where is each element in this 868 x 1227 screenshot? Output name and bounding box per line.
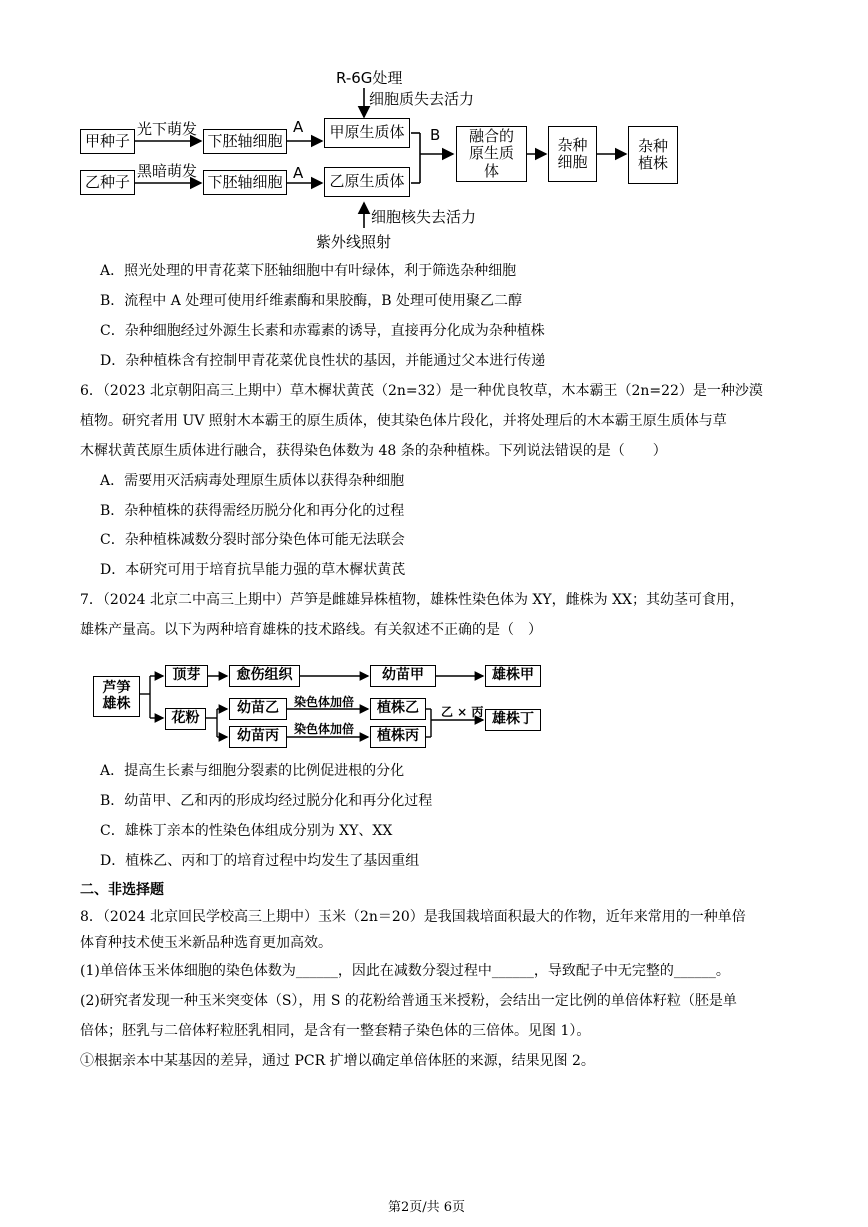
r6g-label: R-6G处理 [336,69,403,87]
q6-stem-line2: 植物。研究者用 UV 照射木本霸王的原生质体，使其染色体片段化，并将处理后的木本霸王原生质体与草 [80,413,727,429]
q7-option-c: C．雄株丁亲本的性染色体组成分别为 XY、XX [100,823,393,839]
doubling-label-b: 染色体加倍 [294,695,355,709]
seedling-c-box: 幼苗丙 [229,726,287,748]
fused-protoplast-box: 融合的原生质体 [456,126,527,182]
q8-part2-line2: 倍体；胚乳与二倍体籽粒胚乳相同，是含有一整套精子染色体的三倍体。见图 1）。 [80,1023,591,1039]
hypocotyl-b-box: 下胚轴细胞 [203,170,287,195]
asparagus-male-box: 芦笋雄株 [93,676,140,717]
q7-option-b: B．幼苗甲、乙和丙的形成均经过脱分化和再分化过程 [100,793,433,809]
q6-stem-line3: 木樨状黄芪原生质体进行融合，获得染色体数为 48 条的杂种植株。下列说法错误的是（ ） [80,443,667,459]
q7-stem-line2: 雄株产量高。以下为两种培育雄株的技术路线。有关叙述不正确的是（ ） [80,622,542,638]
q6-option-b: B．杂种植株的获得需经历脱分化和再分化的过程 [100,503,405,519]
apical-bud-box: 顶芽 [165,665,208,687]
light-germination-label: 光下萌发 [137,120,198,138]
page-footer: 第2页/共 6页 [388,1200,466,1215]
q5-option-d: D．杂种植株含有控制甲青花菜优良性状的基因，并能通过父本进行传递 [100,353,546,369]
hybrid-cell-box: 杂种细胞 [548,126,597,182]
cross-label: 乙 × 丙 [441,705,484,719]
uv-irradiation-label: 紫外线照射 [316,233,392,251]
male-plant-d-box: 雄株丁 [485,709,541,731]
q8-stem-line2: 体育种技术使玉米新品种选育更加高效。 [80,935,332,951]
step-a-label-2: A [293,164,304,182]
protoplast-b-box: 乙原生质体 [324,167,410,197]
q7-option-a: A．提高生长素与细胞分裂素的比例促进根的分化 [100,763,405,779]
q8-part2-line1: (2)研究者发现一种玉米突变体（S），用 S 的花粉给普通玉米授粉，会结出一定比例的单倍体籽粒（胚是单 [80,993,737,1009]
q6-stem-line1: 6．（2023 北京朝阳高三上期中）草木樨状黄芪（2n=32）是一种优良牧草，木本霸王（2n=22）是一种沙漠 [80,383,763,399]
seedling-b-box: 幼苗乙 [229,698,287,720]
q5-option-c: C．杂种细胞经过外源生长素和赤霉素的诱导，直接再分化成为杂种植株 [100,323,545,339]
section-heading: 二、非选择题 [80,882,164,898]
seed-a-box: 甲种子 [80,129,135,154]
q8-stem-line1: 8．（2024 北京回民学校高三上期中）玉米（2n＝20）是我国栽培面积最大的作物，近年来常用的一种单倍 [80,909,746,925]
q5-option-b: B．流程中 A 处理可使用纤维素酶和果胶酶，B 处理可使用聚乙二醇 [100,293,523,309]
hypocotyl-a-box: 下胚轴细胞 [203,129,287,154]
pollen-box: 花粉 [165,708,206,730]
plant-b-box: 植株乙 [370,698,426,720]
step-b-label: B [430,126,441,144]
seed-b-box: 乙种子 [80,170,135,195]
nucleus-inactive-label: 细胞核失去活力 [371,208,477,226]
q5-option-a: A．照光处理的甲青花菜下胚轴细胞中有叶绿体，利于筛选杂种细胞 [100,263,517,279]
cytoplasm-inactive-label: 细胞质失去活力 [369,90,475,108]
q7-stem-line1: 7．（2024 北京二中高三上期中）芦笋是雌雄异株植物，雄株性染色体为 XY，雌株为 XX；其幼茎可食用， [80,592,745,608]
dark-germination-label: 黑暗萌发 [137,162,198,180]
q7-option-d: D．植株乙、丙和丁的培育过程中均发生了基因重组 [100,853,420,869]
protoplast-a-box: 甲原生质体 [324,118,410,148]
q6-option-a: A．需要用灭活病毒处理原生质体以获得杂种细胞 [100,473,405,489]
hybrid-plant-box: 杂种植株 [628,126,678,184]
q8-part1: (1)单倍体玉米体细胞的染色体数为______，因此在减数分裂过程中______，导致配子中无完整的______。 [80,963,730,979]
plant-c-box: 植株丙 [370,726,426,748]
callus-box: 愈伤组织 [229,665,300,687]
male-plant-a-box: 雄株甲 [485,665,541,687]
step-a-label-1: A [293,118,304,136]
q8-subpart1: ①根据亲本中某基因的差异，通过 PCR 扩增以确定单倍体胚的来源，结果见图 2。 [80,1053,595,1069]
q6-option-c: C．杂种植株减数分裂时部分染色体可能无法联会 [100,532,405,548]
doubling-label-c: 染色体加倍 [294,722,355,736]
q6-option-d: D．本研究可用于培育抗旱能力强的草木樨状黄芪 [100,562,406,578]
seedling-a-box: 幼苗甲 [370,665,436,687]
